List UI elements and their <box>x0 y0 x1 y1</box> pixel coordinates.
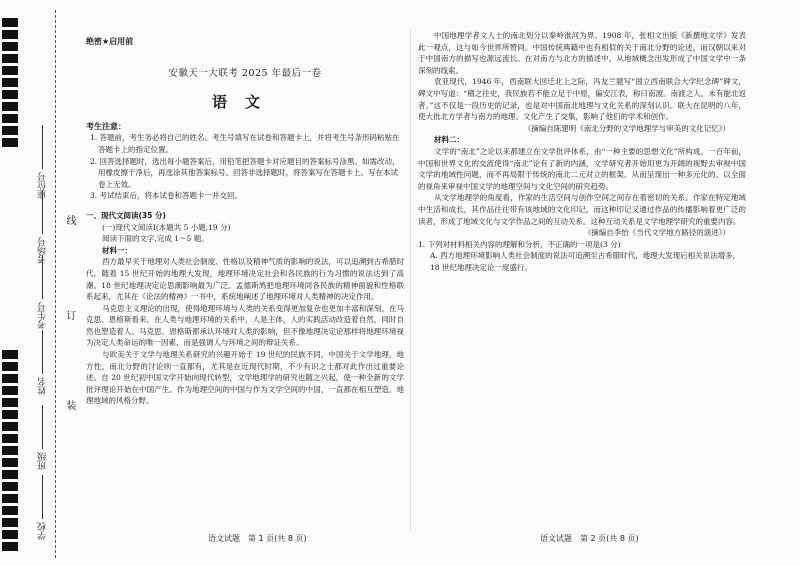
name-field[interactable] <box>38 330 54 395</box>
page-divider <box>410 30 411 530</box>
material-one-heading: 材料一： <box>102 245 132 255</box>
body-paragraph: 马克思主义理论的出现，使得地理环境与人类的关系变得更加复杂也更加丰富和深刻。在马克思、恩格斯看来，在人类与地理环境的关系中，人是主体，人的实践活动改造着自然，同时自然也塑造着人。马克思、恩格斯都承认环境对人类的影响，但不像地理决定论那样将地理环境视为决定人类命运的唯一因素，而是强调人与环境之间的辩证关系。 <box>86 303 404 348</box>
stripe-block-bottom <box>2 350 18 554</box>
student-number-label: 考生号 <box>38 302 48 329</box>
material-two-heading: 材料二： <box>434 135 464 145</box>
student-number-field[interactable] <box>38 255 54 329</box>
bind-mark: 装 <box>64 400 75 410</box>
notice-list <box>86 132 404 202</box>
body-paragraph: 文学的“南北”之论以来都建立在文学批评体系，由“一种主要的思想文化”所构成。一百年前，中国和世界文化的交流使得“南北”论有了新的内涵，文学研究者开始用更为开阔的视野去审视中国文学的地域性问题，而不再局限于传统的南北二元对立的框架。从而呈现出一种多元化的、以全面的视角来审视中国文学的地理空间与文化空间的研究趋势。 <box>418 146 746 191</box>
line-mark: 线 <box>64 215 75 225</box>
page-one-footer: 语文试题 第 1 页(共 8 页) <box>208 534 307 543</box>
notice-item: 3. 考试结束后，将本试卷和答题卡一并交回。 <box>90 191 243 201</box>
school-label: 学校 <box>38 522 48 540</box>
cut-line <box>55 10 56 558</box>
page-two-footer: 语文试题 第 2 页(共 8 页) <box>540 534 639 543</box>
order-mark: 订 <box>64 310 75 320</box>
question-text: 1. 下列对材料相关内容的理解和分析，不正确的一项是(3 分) <box>418 239 621 249</box>
school-field[interactable] <box>38 475 54 540</box>
body-paragraph: 西方最早关于地理对人类社会制度、性格以及精神气质的影响的说法，可以追溯到古希腊时代。随着 15 世纪开始的地理大发现，地理环境决定社会和各民族的行为习惯的说法达到了高潮。18 世纪地理决定论思潮影响最为广泛。孟德斯鸠把地理环境同各民族的精神面貌和性格联系起来，尤其在《论法的精神》一书中，系统地阐述了地理环境对人类精神的决定作用。 <box>86 257 404 302</box>
body-paragraph: 与欧美关于文学与地理关系研究的兴趣开始于 19 世纪的民族不同，中国关于文学地理、地方性、南北分野的讨论则一直都有，尤其是在近现代时期，不少有识之士都对此作出过重要论述。自 20 世纪初中国文学开始向现代转型，文学地理学的研究也随之兴起，使一种全新的文学批评理论开始在中国产生。作为地理空间的中国与作为文学空间的中国，一直都在相互塑造。地理地域的风格分野。 <box>86 350 404 406</box>
source-citation: （摘编自陈建明《南北分野的文学地理学与审美的文化记忆》） <box>523 123 730 133</box>
notice-item: 1. 答题前，考生务必将自己的姓名、考生号填写在试卷和答题卡上，并将考生号条形码粘贴在答题卡上的指定位置。 <box>90 133 400 154</box>
exam-title: 安徽天一大联考 2025 年最后一卷 <box>168 67 322 79</box>
secret-label: 绝密★启用前 <box>86 37 134 46</box>
subject-title: 语文 <box>211 93 278 112</box>
exam-room-field[interactable] <box>38 190 54 264</box>
name-label: 姓名 <box>38 377 48 395</box>
option-a[interactable]: A. 西方地理环境影响人类社会制度的说法可追溯至古希腊时代，地理大发现后相关说法增多，18 世纪地理决定论一度盛行。 <box>430 251 741 272</box>
class-field[interactable] <box>38 405 54 470</box>
notice-item: 2. 回答选择题时，选出每小题答案后，用铅笔把答题卡对应题目的答案标号涂黑。如需改动，用橡皮擦干净后，再选涂其他答案标号。回答非选择题时，将答案写在答题卡上。写在本试卷上无效。 <box>90 156 400 189</box>
binding-strip <box>0 10 78 558</box>
page-one <box>86 30 404 407</box>
seat-number-field[interactable] <box>38 125 54 199</box>
stripe-block-top <box>2 18 18 150</box>
class-label: 班级 <box>38 452 48 470</box>
notice-heading: 考生注意： <box>86 121 126 131</box>
page-two <box>418 30 746 273</box>
body-paragraph: 中国地理学者文人士的南北划分以秦岭淮河为界。1908 年，张相文出版《新撰地文学》发表此一观点，这与如今世界所赞同。中国传统典籍中也有相似的关于南北分野的论述，而汉朝以来对于中国南方的描写也源远流长。在对南方与北方的描述中，从地域概念出发形成了中国文学中一条深刻的线索。 <box>418 31 746 75</box>
subsection-heading: (一)现代文阅读Ⅰ(本题共 5 小题,19 分) <box>102 222 231 232</box>
source-citation: （摘编自李怡《当代文学地方路径的演进》） <box>583 228 730 238</box>
instruction-text: 阅读下面的文字,完成 1～5 题。 <box>102 234 209 244</box>
seat-number-label: 座位号 <box>38 172 48 199</box>
exam-room-label: 考场号 <box>38 237 48 264</box>
body-paragraph: 袁亚现代，1946 年，西南联大回迁北上之际，冯友兰题写“国立西南联合大学纪念碑”碑文，碑文中写道：“稽之往史，我民族若不能立足于中原，偏安江表，称曰南渡。南渡之人，未有能北返者。”这不仅是一段历史的记录，也是对中国南北地理与文化关系的深刻认识。联大在昆明的八年，使大批北方学者与南方的地理、文化产生了交集，影响了他们的学术和创作。 <box>418 77 746 122</box>
section-heading: 一、现代文阅读(35 分) <box>86 210 166 220</box>
body-paragraph: 从文学地理学的角度看，作家的生活空间与创作空间之间存在着密切的关系。作家在特定地域中生活和成长，其作品往往带有该地域的文化印记，而这种印记又通过作品的传播影响着更广泛的读者，形成了地域文化与文学作品之间的互动关系。这种互动关系是文学地理学研究的重要内容。 <box>418 193 746 226</box>
